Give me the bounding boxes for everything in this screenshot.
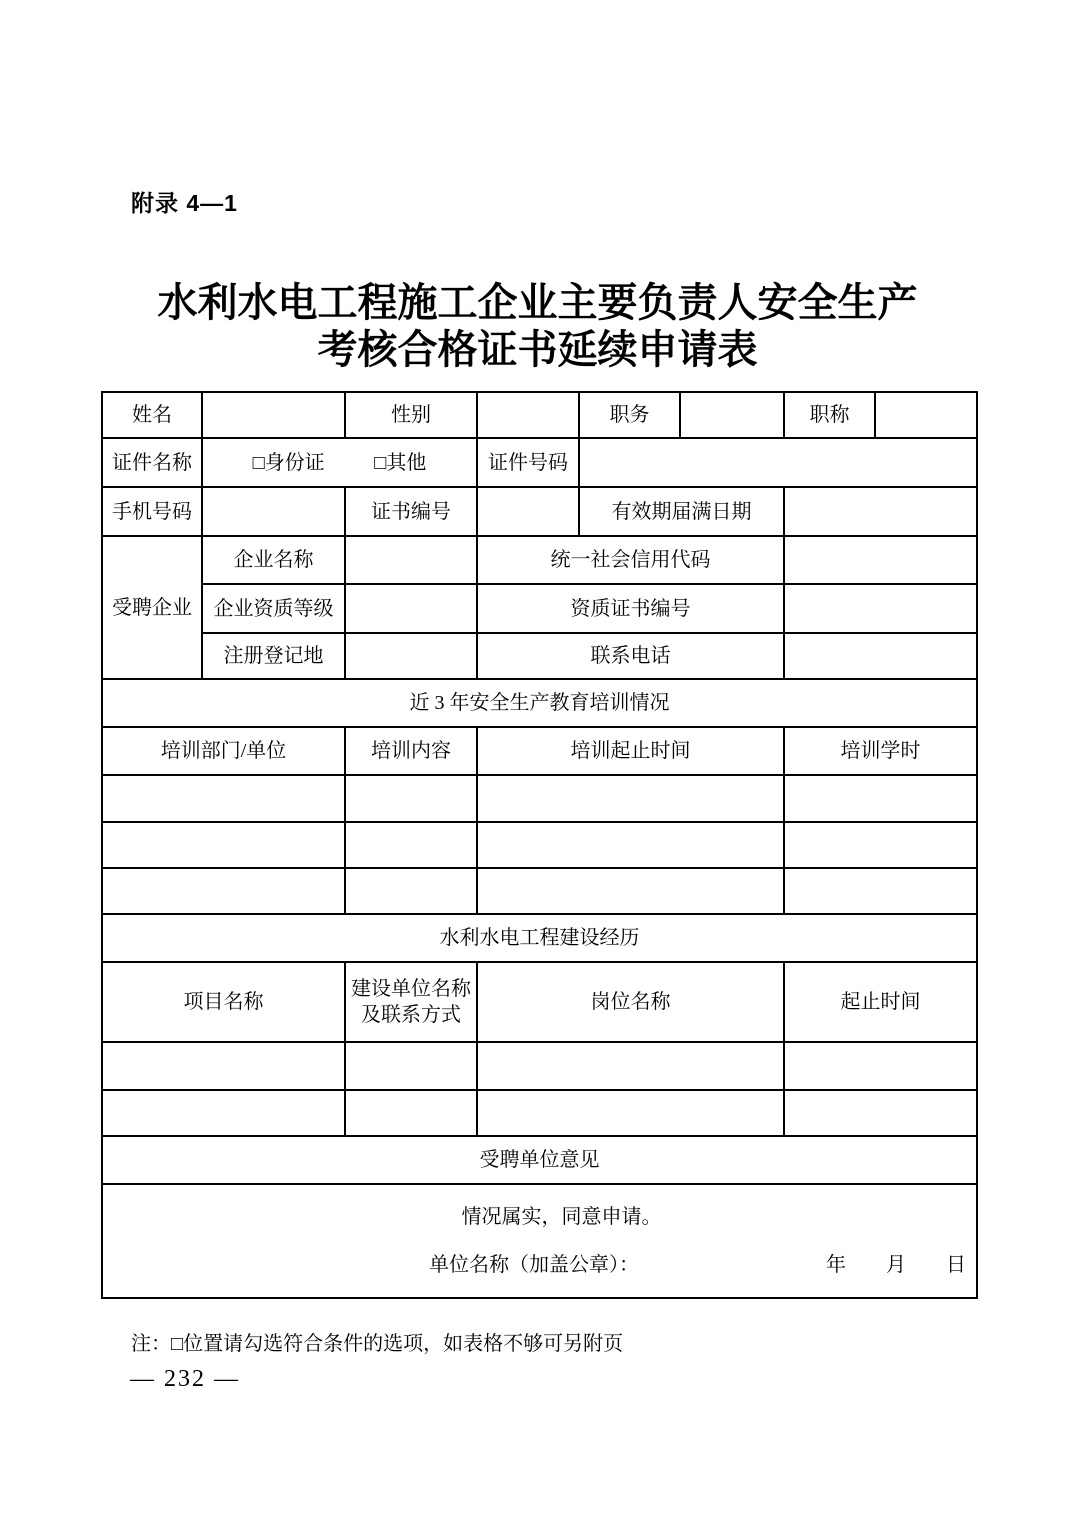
mobile-label: 手机号码 xyxy=(102,487,202,536)
row-mobile-cert xyxy=(102,487,977,536)
opinion-signature-line xyxy=(103,1252,976,1278)
name-input-cell[interactable] xyxy=(202,392,345,438)
qualification-grade-input-cell[interactable] xyxy=(345,584,477,633)
company-name-input-cell[interactable] xyxy=(345,536,477,584)
qualification-cert-no-input-cell[interactable] xyxy=(784,584,977,633)
certificate-no-label: 证书编号 xyxy=(345,487,477,536)
row-opinion-content xyxy=(102,1184,977,1298)
checkbox-options xyxy=(203,450,476,476)
cert-number-input-cell[interactable] xyxy=(579,438,977,487)
gender-input-cell[interactable] xyxy=(477,392,579,438)
project-name-input-cell[interactable] xyxy=(102,1042,345,1090)
period-input-cell[interactable] xyxy=(784,1042,977,1090)
row-basic-identity xyxy=(102,392,977,438)
id-card-option[interactable] xyxy=(253,450,325,476)
owner-contact-input-cell[interactable] xyxy=(345,1090,477,1136)
day-label: 日 xyxy=(946,1254,966,1276)
id-card-option-label: 身份证 xyxy=(264,451,325,474)
registered-place-input-cell[interactable] xyxy=(345,633,477,679)
contact-phone-input-cell[interactable] xyxy=(784,633,977,679)
row-opinion-section xyxy=(102,1136,977,1184)
date-labels xyxy=(826,1252,966,1278)
post-name-input-cell[interactable] xyxy=(477,1042,784,1090)
training-period-header: 培训起止时间 xyxy=(477,727,784,775)
application-form-table xyxy=(101,391,978,1299)
experience-blank-row xyxy=(102,1090,977,1136)
training-period-input-cell[interactable] xyxy=(477,775,784,822)
appendix-label: 附录 4—1 xyxy=(131,190,238,216)
employer-group-label: 受聘企业 xyxy=(102,536,202,679)
duty-input-cell[interactable] xyxy=(680,392,784,438)
row-training-headers xyxy=(102,727,977,775)
owner-contact-header: 建设单位名称及联系方式 xyxy=(345,962,477,1042)
credit-code-input-cell[interactable] xyxy=(784,536,977,584)
registered-place-label: 注册登记地 xyxy=(202,633,345,679)
company-name-label: 企业名称 xyxy=(202,536,345,584)
page-title-line-1: 水利水电工程施工企业主要负责人安全生产 xyxy=(157,280,918,325)
row-experience-headers xyxy=(102,962,977,1042)
post-name-header: 岗位名称 xyxy=(477,962,784,1042)
training-hours-input-cell[interactable] xyxy=(784,868,977,914)
training-hours-input-cell[interactable] xyxy=(784,775,977,822)
training-content-input-cell[interactable] xyxy=(345,775,477,822)
period-header: 起止时间 xyxy=(784,962,977,1042)
training-period-input-cell[interactable] xyxy=(477,868,784,914)
credit-code-label: 统一社会信用代码 xyxy=(477,536,784,584)
cert-name-label: 证件名称 xyxy=(102,438,202,487)
seal-label: 单位名称（加盖公章）： xyxy=(429,1254,639,1276)
opinion-section-title: 受聘单位意见 xyxy=(102,1136,977,1184)
year-label: 年 xyxy=(826,1254,846,1276)
other-option-label: 其他 xyxy=(386,451,427,474)
post-name-input-cell[interactable] xyxy=(477,1090,784,1136)
page-title-line-2: 考核合格证书延续申请表 xyxy=(317,327,758,372)
experience-blank-row xyxy=(102,1042,977,1090)
training-dept-input-cell[interactable] xyxy=(102,822,345,868)
row-employer-3 xyxy=(102,633,977,679)
contact-phone-label: 联系电话 xyxy=(477,633,784,679)
page-number: — 232 — xyxy=(130,1366,240,1392)
training-dept-input-cell[interactable] xyxy=(102,775,345,822)
training-dept-input-cell[interactable] xyxy=(102,868,345,914)
training-content-header: 培训内容 xyxy=(345,727,477,775)
page-title xyxy=(0,279,1075,373)
period-input-cell[interactable] xyxy=(784,1090,977,1136)
mobile-input-cell[interactable] xyxy=(202,487,345,536)
row-experience-section xyxy=(102,914,977,962)
month-label: 月 xyxy=(886,1254,906,1276)
owner-contact-input-cell[interactable] xyxy=(345,1042,477,1090)
checkbox-icon[interactable]: □ xyxy=(374,451,387,474)
row-employer-1 xyxy=(102,536,977,584)
training-blank-row xyxy=(102,868,977,914)
expiry-date-input-cell[interactable] xyxy=(784,487,977,536)
training-blank-row xyxy=(102,822,977,868)
opinion-content-cell xyxy=(102,1184,977,1298)
expiry-date-label: 有效期届满日期 xyxy=(579,487,784,536)
certificate-no-input-cell[interactable] xyxy=(477,487,579,536)
row-training-section xyxy=(102,679,977,727)
cert-number-label: 证件号码 xyxy=(477,438,579,487)
duty-label: 职务 xyxy=(579,392,680,438)
opinion-statement: 情况属实，同意申请。 xyxy=(461,1206,662,1228)
training-dept-header: 培训部门/单位 xyxy=(102,727,345,775)
training-content-input-cell[interactable] xyxy=(345,868,477,914)
training-hours-header: 培训学时 xyxy=(784,727,977,775)
gender-label: 性别 xyxy=(345,392,477,438)
qualification-cert-no-label: 资质证书编号 xyxy=(477,584,784,633)
training-hours-input-cell[interactable] xyxy=(784,822,977,868)
qualification-grade-label: 企业资质等级 xyxy=(202,584,345,633)
title-label: 职称 xyxy=(784,392,875,438)
footnote: 注：□位置请勾选符合条件的选项，如表格不够可另附页 xyxy=(131,1333,624,1355)
training-content-input-cell[interactable] xyxy=(345,822,477,868)
training-section-title: 近 3 年安全生产教育培训情况 xyxy=(102,679,977,727)
project-name-header: 项目名称 xyxy=(102,962,345,1042)
row-certificate xyxy=(102,438,977,487)
name-label: 姓名 xyxy=(102,392,202,438)
experience-section-title: 水利水电工程建设经历 xyxy=(102,914,977,962)
cert-type-options-cell xyxy=(202,438,477,487)
project-name-input-cell[interactable] xyxy=(102,1090,345,1136)
title-input-cell[interactable] xyxy=(875,392,977,438)
row-employer-2 xyxy=(102,584,977,633)
training-blank-row xyxy=(102,775,977,822)
checkbox-icon[interactable]: □ xyxy=(252,451,265,474)
other-option[interactable] xyxy=(374,450,426,476)
training-period-input-cell[interactable] xyxy=(477,822,784,868)
